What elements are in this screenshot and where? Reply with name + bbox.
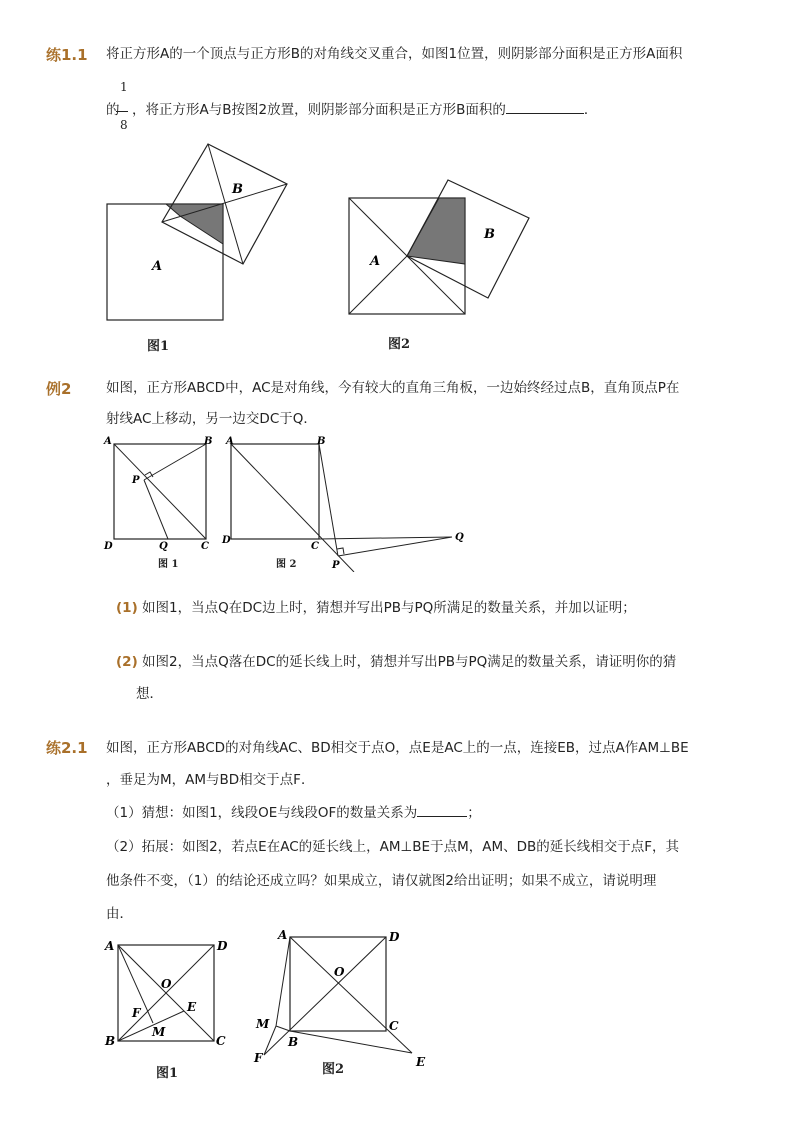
pt-m-fig4: M	[256, 1017, 270, 1031]
problem-2-figures	[100, 432, 480, 572]
pt-d-fig3: D	[217, 939, 228, 953]
problem-label-1: 练1.1	[46, 46, 88, 64]
line-be-fig3	[118, 1011, 184, 1041]
figure-caption-2: 图2	[388, 337, 411, 352]
shaded-region-fig2	[407, 198, 465, 264]
question-number-2: (2)	[116, 654, 138, 670]
problem-1-line2-end: ．	[583, 102, 598, 118]
problem-3-line3	[106, 803, 481, 823]
shaded-region-fig1	[166, 204, 223, 244]
problem-3-line2: ，垂足为M，AM与BD相交于点F．	[106, 772, 315, 788]
problem-3-line6: 由．	[106, 906, 133, 922]
right-angle-mark-fig2	[337, 548, 344, 554]
pt-a-fig1: A	[104, 436, 112, 447]
question-2-1	[116, 598, 636, 618]
diagonal-ac-fig4	[290, 937, 412, 1053]
problem-label-2: 例2	[46, 380, 72, 398]
pt-p-fig2: P	[332, 560, 340, 571]
pt-q-fig2: Q	[455, 532, 464, 543]
figure-caption-3: 图 1	[158, 559, 179, 570]
problem-3-line5: 他条件不变，（1）的结论还成立吗？如果成立，请仅就图2给出证明；如果不成立，请说明理	[106, 873, 657, 889]
pt-b-fig4: B	[288, 1035, 299, 1049]
pt-f-fig3: F	[132, 1006, 141, 1020]
diagonal-ac-fig1	[114, 444, 206, 539]
line-am-fig4	[276, 937, 290, 1026]
problem-1-line2-pre: 的	[106, 102, 120, 118]
label-a-fig2: A	[370, 254, 381, 269]
pt-c-fig1: C	[201, 541, 209, 552]
answer-blank-1[interactable]	[506, 113, 584, 114]
problem-2-line1: 如图，正方形ABCD中，AC是对角线，今有较大的直角三角板，一边始终经过点B，直角顶点P在	[106, 380, 680, 396]
pt-c-fig3: C	[216, 1034, 226, 1048]
line-dc-extension	[319, 537, 452, 539]
fraction-numerator: 1	[120, 80, 128, 94]
line-mb-fig4	[276, 1026, 290, 1031]
question-2-2-text: 如图2，当点Q落在DC的延长线上时，猜想并写出PB与PQ满足的数量关系，请证明你的猜	[142, 654, 677, 670]
question-2-2-cont: 想．	[136, 686, 163, 702]
problem-3-line4: （2）拓展：如图2，若点E在AC的延长线上，AM⊥BE于点M，AM、DB的延长线相交于点F，其	[106, 839, 680, 855]
problem-3-line3-end: ；	[467, 805, 481, 821]
problem-1-line2	[132, 100, 597, 120]
pt-b-fig3: B	[105, 1034, 116, 1048]
question-2-2	[116, 652, 676, 672]
line-pq-fig1	[144, 480, 168, 539]
pt-c-fig4: C	[389, 1019, 399, 1033]
problem-1-line2-text: ，将正方形A与B按图2放置，则阴影部分面积是正方形B面积的	[132, 102, 506, 118]
figure-caption-4: 图 2	[276, 559, 297, 570]
pt-b-fig2: B	[317, 436, 326, 447]
pt-e-fig3: E	[187, 1000, 197, 1014]
problem-label-3: 练2.1	[46, 739, 88, 757]
question-2-1-text: 如图1，当点Q在DC边上时，猜想并写出PB与PQ所满足的数量关系，并加以证明；	[142, 600, 636, 616]
line-be-fig4	[290, 1031, 412, 1053]
pt-b-fig1: B	[204, 436, 213, 447]
pt-f-fig4: F	[254, 1051, 263, 1065]
line-pq-fig2	[338, 537, 452, 556]
pt-m-fig3: M	[152, 1025, 166, 1039]
pt-a-fig3: A	[105, 939, 115, 953]
label-b-fig1: B	[232, 182, 243, 197]
line-bp-fig1	[144, 444, 206, 480]
fraction-denominator: 8	[120, 118, 128, 132]
figure-caption-5: 图1	[156, 1066, 179, 1081]
answer-blank-2[interactable]	[417, 816, 467, 817]
problem-1-line1: 将正方形A的一个顶点与正方形B的对角线交叉重合，如图1位置，则阴影部分面积是正方形A面积	[106, 46, 683, 62]
pt-p-fig1: P	[132, 475, 140, 486]
pt-o-fig4: O	[334, 965, 345, 979]
pt-o-fig3: O	[161, 977, 172, 991]
question-number-1: (1)	[116, 600, 138, 616]
pt-d-fig4: D	[389, 930, 400, 944]
pt-a-fig4: A	[278, 928, 288, 942]
problem-1-figures	[100, 138, 540, 358]
problem-2-line2: 射线AC上移动，另一边交DC于Q．	[106, 411, 317, 427]
pt-a-fig2: A	[226, 436, 234, 447]
problem-3-line3-text: （1）猜想：如图1，线段OE与线段OF的数量关系为	[106, 805, 418, 821]
pt-d-fig2: D	[222, 535, 231, 546]
figure-caption-1: 图1	[147, 339, 170, 354]
pt-c-fig2: C	[311, 541, 319, 552]
problem-3-figures	[100, 925, 440, 1085]
right-angle-mark-fig1	[145, 472, 153, 477]
diagonal-ac-fig2	[231, 444, 354, 572]
label-a-fig1: A	[152, 259, 163, 274]
pt-e-fig4: E	[416, 1055, 426, 1069]
label-b-fig2: B	[484, 227, 495, 242]
pt-q-fig1: Q	[159, 541, 168, 552]
problem-3-line1: 如图，正方形ABCD的对角线AC、BD相交于点O，点E是AC上的一点，连接EB，过点A作AM⊥BE	[106, 740, 689, 756]
pt-d-fig1: D	[104, 541, 113, 552]
figure-caption-6: 图2	[322, 1062, 345, 1077]
